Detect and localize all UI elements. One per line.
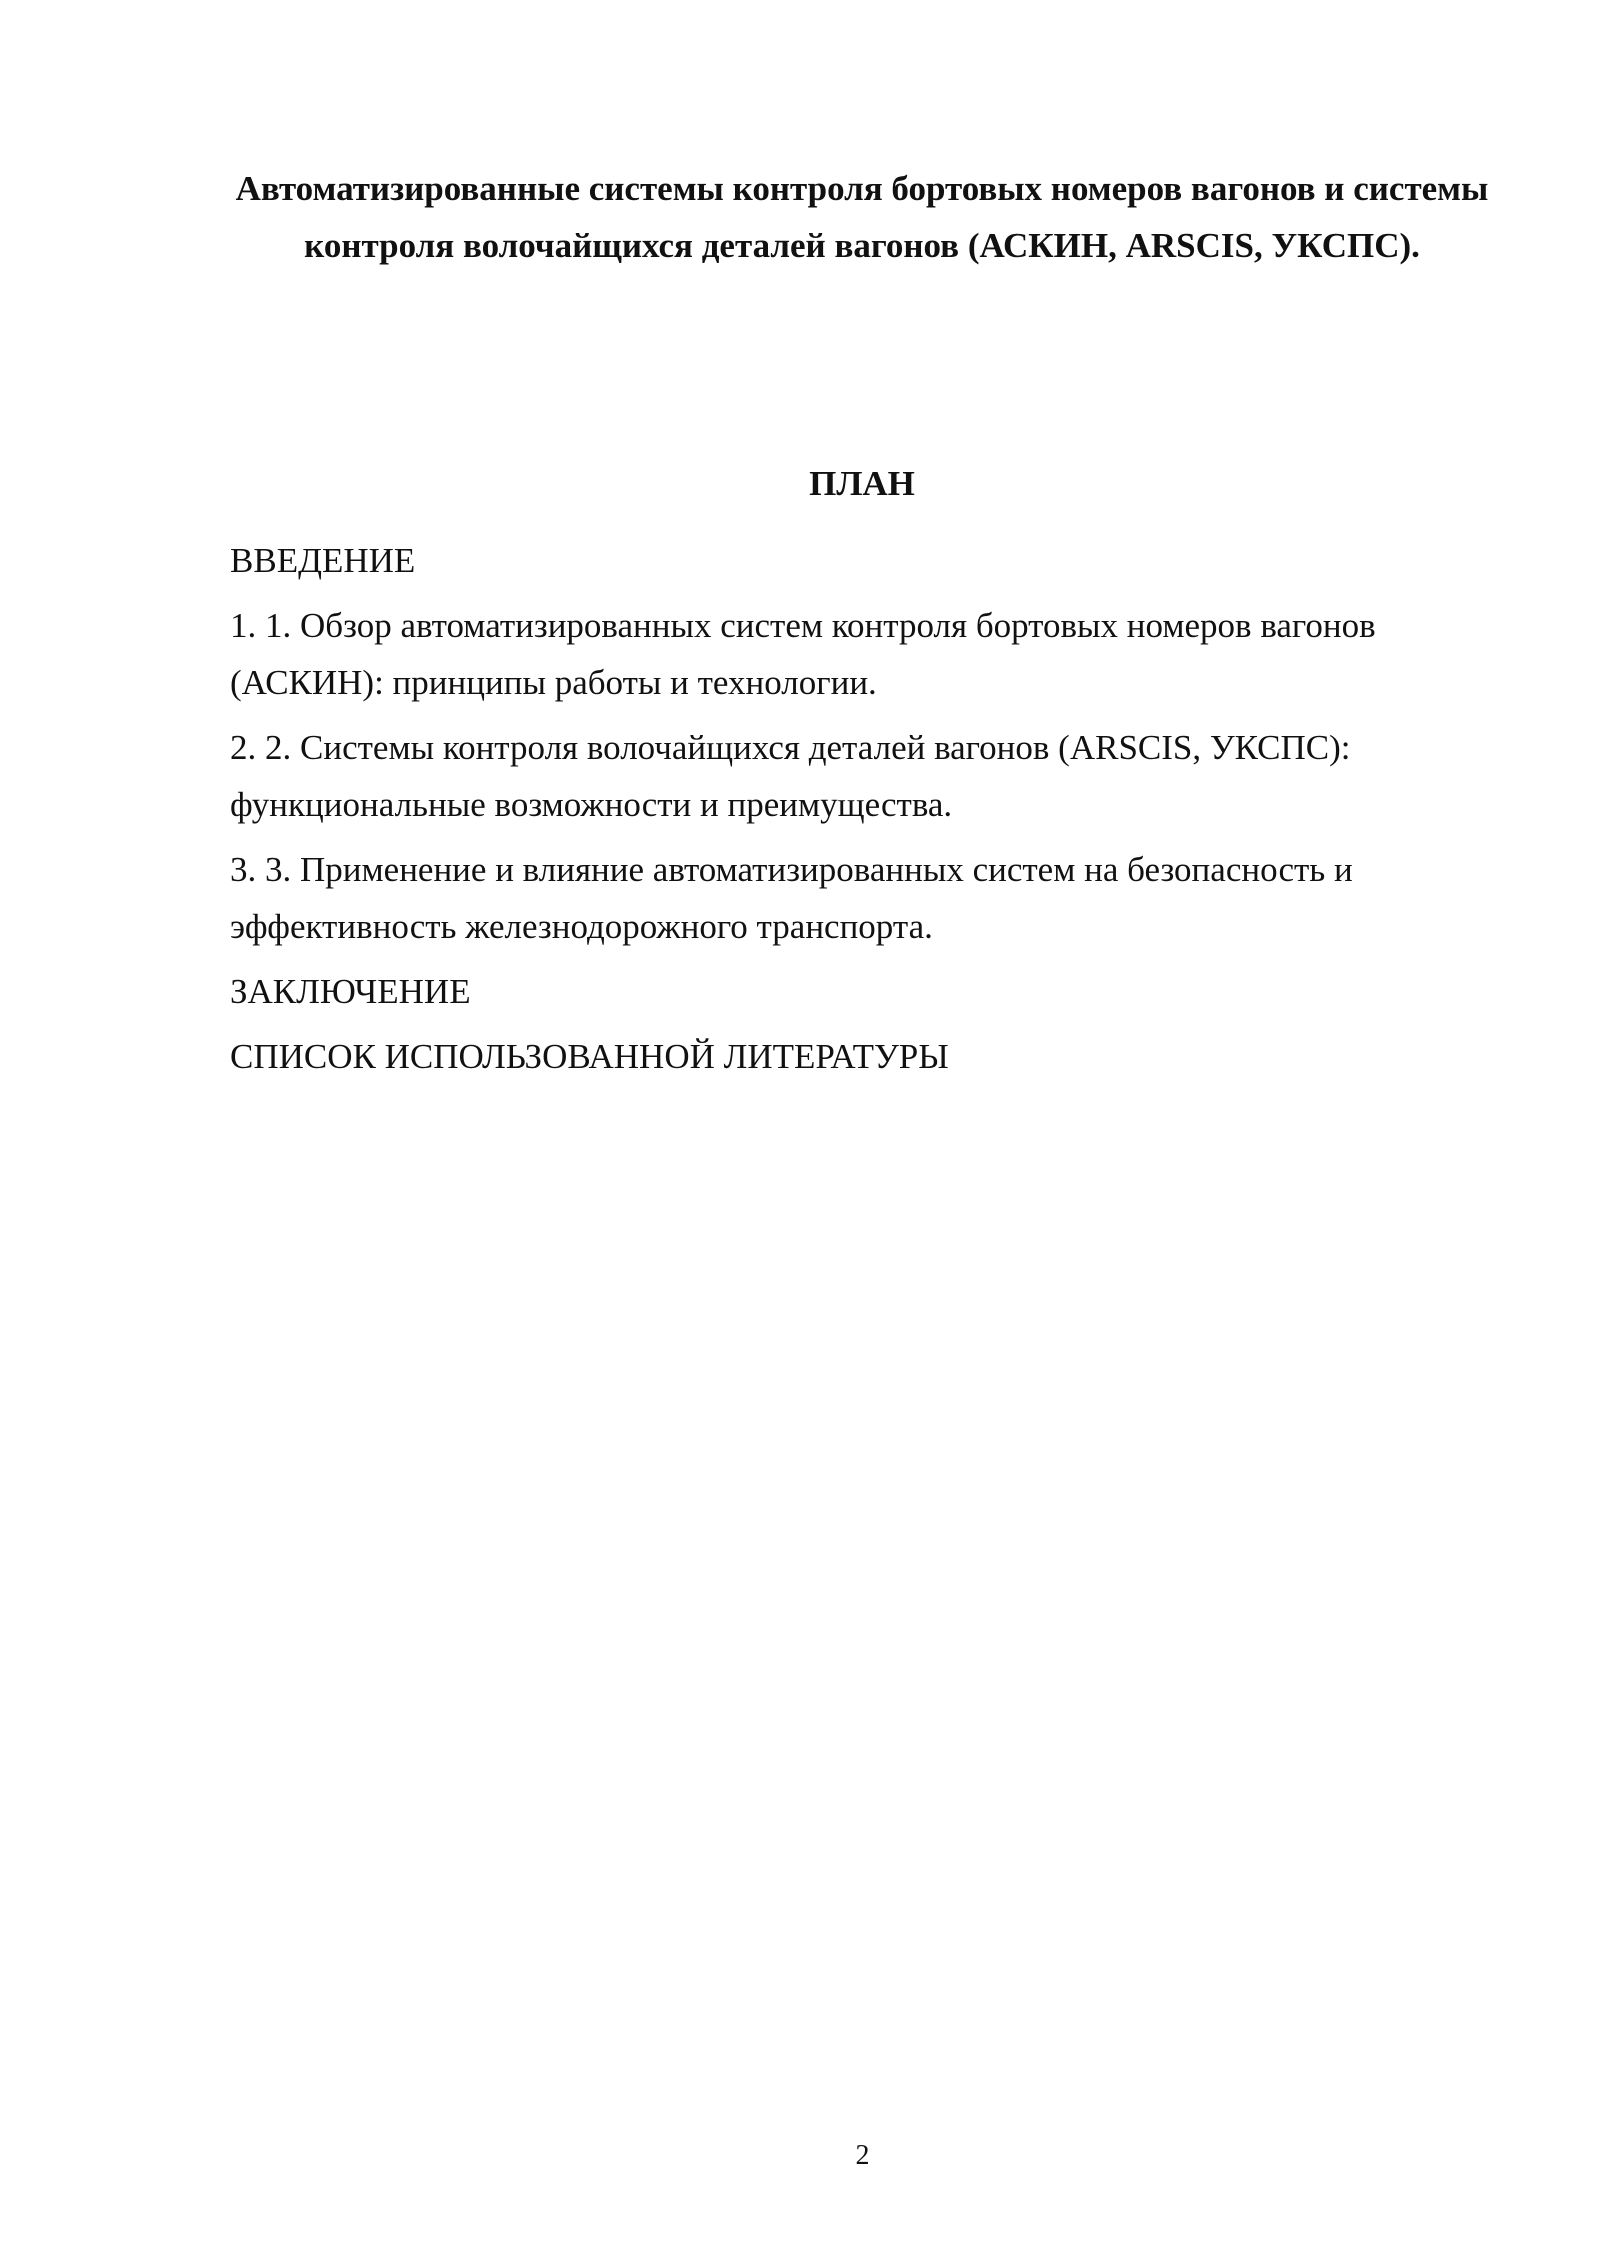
plan-item-conclusion: ЗАКЛЮЧЕНИЕ	[230, 972, 471, 1011]
plan-item-1: 1. 1. Обзор автоматизированных систем контроля бортовых номеров вагонов (АСКИН): принципы работы и технологии.	[230, 606, 1376, 702]
plan-list	[230, 532, 1500, 1093]
plan-item-2: 2. 2. Системы контроля волочайщихся деталей вагонов (ARSCIS, УКСПС): функциональные возможности и преимущества.	[230, 728, 1351, 824]
plan-item-references: СПИСОК ИСПОЛЬЗОВАННОЙ ЛИТЕРАТУРЫ	[230, 1037, 949, 1076]
plan-heading: ПЛАН	[809, 464, 915, 503]
page-number: 2	[855, 2140, 870, 2171]
document-title: Автоматизированные системы контроля бортовых номеров вагонов и системы контроля волочайщихся деталей вагонов (АСКИН, ARSCIS, УКСПС).	[235, 169, 1489, 265]
plan-item-introduction: ВВЕДЕНИЕ	[230, 541, 416, 580]
plan-item-3: 3. 3. Применение и влияние автоматизированных систем на безопасность и эффективность железнодорожного транспорта.	[230, 850, 1353, 946]
